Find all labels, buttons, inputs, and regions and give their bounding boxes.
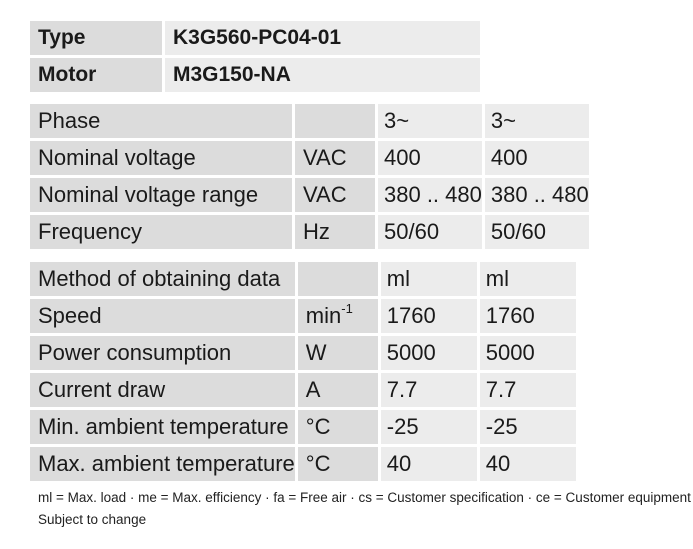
value-cell-2: 380 .. 480 xyxy=(485,178,589,212)
value-cell-2: -25 xyxy=(480,410,576,444)
spec-row-speed xyxy=(30,299,576,333)
value-cell-2: 3~ xyxy=(485,104,589,138)
unit-cell xyxy=(298,262,378,296)
legend-footnote: ml = Max. load · me = Max. efficiency · fa = Free air · cs = Customer specification · ce = Customer equipment xyxy=(38,490,691,505)
motor-label: Motor xyxy=(30,58,162,92)
param-label: Speed xyxy=(30,299,295,333)
value-cell-1: 380 .. 480 xyxy=(378,178,482,212)
value-cell-1: ml xyxy=(381,262,477,296)
motor-row xyxy=(30,58,480,92)
performance-spec-table xyxy=(27,259,579,484)
value-cell-1: -25 xyxy=(381,410,477,444)
value-cell-1: 7.7 xyxy=(381,373,477,407)
spec-row-voltage-range xyxy=(30,178,589,212)
value-cell-2: 40 xyxy=(480,447,576,481)
spec-row-current xyxy=(30,373,576,407)
unit-cell: Hz xyxy=(295,215,375,249)
unit-text: min xyxy=(305,303,342,328)
spec-row-max-temp xyxy=(30,447,576,481)
unit-exponent: -1 xyxy=(341,301,353,316)
value-cell-2: 1760 xyxy=(480,299,576,333)
value-cell-2: ml xyxy=(480,262,576,296)
value-cell-1: 40 xyxy=(381,447,477,481)
param-label: Frequency xyxy=(30,215,292,249)
param-label: Power consumption xyxy=(30,336,295,370)
type-motor-table xyxy=(27,18,483,95)
value-cell-2: 400 xyxy=(485,141,589,175)
type-value: K3G560-PC04-01 xyxy=(165,21,480,55)
value-cell-2: 7.7 xyxy=(480,373,576,407)
value-cell-2: 50/60 xyxy=(485,215,589,249)
motor-value: M3G150-NA xyxy=(165,58,480,92)
value-cell-1: 400 xyxy=(378,141,482,175)
unit-cell: VAC xyxy=(295,178,375,212)
param-label: Nominal voltage xyxy=(30,141,292,175)
type-label: Type xyxy=(30,21,162,55)
spec-row-nominal-voltage xyxy=(30,141,589,175)
param-label: Min. ambient temperature xyxy=(30,410,295,444)
value-cell-1: 1760 xyxy=(381,299,477,333)
param-label: Method of obtaining data xyxy=(30,262,295,296)
unit-cell xyxy=(298,299,378,333)
param-label: Max. ambient temperature xyxy=(30,447,295,481)
param-label: Current draw xyxy=(30,373,295,407)
electrical-spec-table xyxy=(27,101,592,252)
spec-row-phase xyxy=(30,104,589,138)
value-cell-1: 5000 xyxy=(381,336,477,370)
unit-cell: A xyxy=(298,373,378,407)
spec-row-power xyxy=(30,336,576,370)
unit-cell: °C xyxy=(298,410,378,444)
type-row xyxy=(30,21,480,55)
param-label: Phase xyxy=(30,104,292,138)
unit-cell: VAC xyxy=(295,141,375,175)
value-cell-2: 5000 xyxy=(480,336,576,370)
unit-cell: W xyxy=(298,336,378,370)
param-label: Nominal voltage range xyxy=(30,178,292,212)
unit-cell: °C xyxy=(298,447,378,481)
value-cell-1: 3~ xyxy=(378,104,482,138)
spec-row-frequency xyxy=(30,215,589,249)
unit-cell xyxy=(295,104,375,138)
subject-to-change-note: Subject to change xyxy=(38,512,147,527)
spec-row-min-temp xyxy=(30,410,576,444)
spec-row-method xyxy=(30,262,576,296)
value-cell-1: 50/60 xyxy=(378,215,482,249)
